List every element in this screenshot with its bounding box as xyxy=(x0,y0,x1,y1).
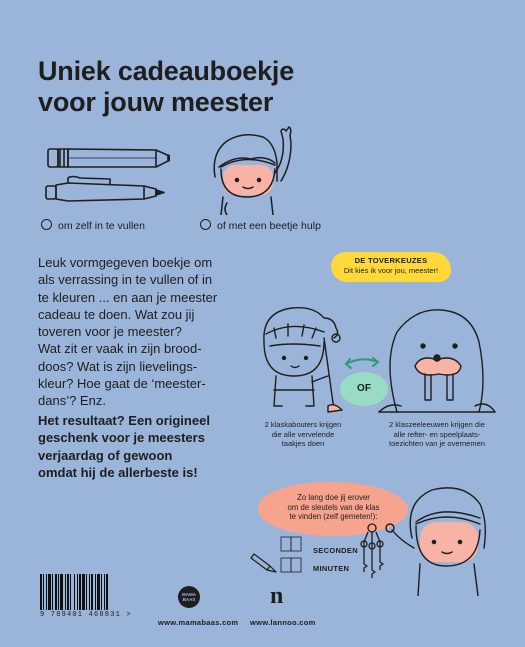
result-text xyxy=(38,412,278,481)
seconds-label: SECONDEN xyxy=(313,546,358,555)
keys-icon xyxy=(358,522,388,580)
tag-title: DE TOVERKEUZES xyxy=(354,256,428,265)
text-line: cadeau te doen. Wat zou jij xyxy=(38,306,195,322)
title-line-2: voor jouw meester xyxy=(38,87,274,117)
lannoo-url[interactable]: www.lannoo.com xyxy=(250,618,316,627)
text-line: kleur? Hoe gaat de ‘meester- xyxy=(38,376,206,392)
mamabaas-url[interactable]: www.mamabaas.com xyxy=(158,618,239,627)
caption-gnomes xyxy=(248,420,358,449)
caption-line: 2 klaszeeleeuwen krijgen die xyxy=(389,420,485,429)
bubble-line: te vinden (zelf gemeten!): xyxy=(289,512,378,521)
timer-boxes xyxy=(280,536,304,578)
option-fill-yourself[interactable] xyxy=(41,219,145,232)
text-line: als verrassing in te vullen of in xyxy=(38,272,213,288)
option-label: om zelf in te vullen xyxy=(58,220,145,232)
pencil-and-pen-illustration xyxy=(40,138,170,206)
minutes-label: MINUTEN xyxy=(313,564,350,573)
isbn-number: 9 789401 468831 > xyxy=(40,611,132,619)
gnome-sweeping-illustration xyxy=(252,298,352,418)
walrus-illustration xyxy=(375,302,500,417)
keys-question-text xyxy=(276,493,391,522)
title-line-1: Uniek cadeauboekje xyxy=(38,56,295,86)
option-label: of met een beetje hulp xyxy=(217,220,321,232)
radio-circle-icon[interactable] xyxy=(200,219,211,230)
description-text xyxy=(38,254,273,410)
barcode-bar xyxy=(108,574,109,610)
caption-walruses xyxy=(372,420,502,449)
caption-line: toezichten van je overnemen xyxy=(389,439,485,448)
text-line: doos? Wat is zijn lievelings- xyxy=(38,358,198,374)
radio-circle-icon[interactable] xyxy=(41,219,52,230)
text-line: toveren voor je meester? xyxy=(38,324,182,340)
caption-line: taakjes doen xyxy=(281,439,325,448)
text-line: verjaardag of gewoon xyxy=(38,447,173,463)
option-with-help[interactable] xyxy=(200,219,321,232)
text-line: dans’? Enz. xyxy=(38,393,106,409)
text-line: Het resultaat? Een origineel xyxy=(38,413,210,428)
cover-title xyxy=(38,56,294,118)
text-line: te kleuren ... en aan je meester xyxy=(38,289,218,305)
text-line: Wat zit er vaak in zijn brood- xyxy=(38,341,202,357)
text-line: omdat hij de allerbeste is! xyxy=(38,464,198,480)
teacher-holding-keys-illustration xyxy=(380,478,498,596)
text-line: Leuk vormgegeven boekje om xyxy=(38,255,213,270)
or-bubble: OF xyxy=(340,372,388,406)
caption-line: alle refter- en speelplaats- xyxy=(393,429,481,439)
child-raising-hand-illustration xyxy=(205,125,315,215)
caption-line: die alle vervelende xyxy=(271,429,335,439)
bubble-line: om de sleutels van de klas xyxy=(287,502,380,512)
tag-subtitle: Dit kies ik voor jou, meester! xyxy=(343,266,439,275)
lannoo-logo: n xyxy=(270,583,284,609)
bubble-line: Zo lang doe jij erover xyxy=(297,493,370,502)
text-line: geschenk voor je meesters xyxy=(38,430,205,446)
toverkeuzes-tag xyxy=(331,252,451,282)
small-pencil-icon xyxy=(250,548,278,574)
caption-line: 2 klaskabouters krijgen xyxy=(264,420,342,429)
barcode xyxy=(40,574,128,610)
mamabaas-logo: MAMA BAAS xyxy=(178,586,200,608)
